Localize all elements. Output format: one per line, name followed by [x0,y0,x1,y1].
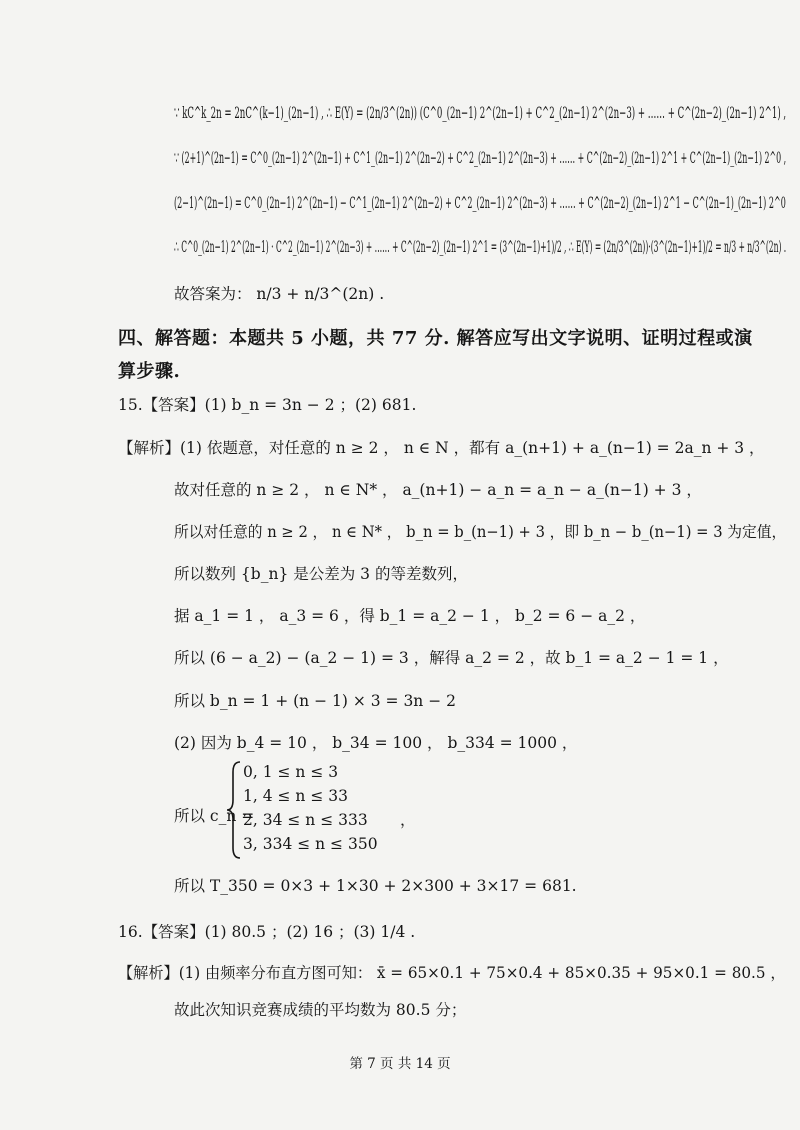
page-footer: 第 7 页 共 14 页 [349,1056,451,1072]
q15-analysis-8: (2) 因为 b_4 = 10 ， b_34 = 100 ， b_334 = 1000 ， [174,734,578,752]
formula-line-2: ∵ (2+1)^(2n−1) = C^0_(2n−1) 2^(2n−1) + C^1_(2n−1) 2^(2n−2) + C^2_(2n−1) 2^(2n−3) + …… + C^(2n−2)_(2n−1) 2^1 + C^(2n−1)_(2n−1) 2^0 , [174,149,787,167]
q15-analysis-7: 所以 b_n = 1 + (n − 1) × 3 = 3n − 2 [174,692,456,710]
case-row: 2, 34 ≤ n ≤ 333 [243,811,368,829]
case-row: 1, 4 ≤ n ≤ 33 [243,787,348,805]
case-row: 3, 334 ≤ n ≤ 350 [243,835,378,853]
q15-analysis-2: 故对任意的 n ≥ 2 ， n ∈ N* ， a_(n+1) − a_n = a_n − a_(n−1) + 3 ， [174,481,702,499]
q15-analysis-9: 所以 T_350 = 0×3 + 1×30 + 2×300 + 3×17 = 681. [174,877,577,895]
q16-answer: 16.【答案】(1) 80.5 ；(2) 16 ；(3) 1/4 . [118,923,416,941]
q16-analysis-1: 【解析】(1) 由频率分布直方图可知： x̄ = 65×0.1 + 75×0.4 + 85×0.35 + 95×0.1 = 80.5 ， [118,964,786,982]
section-heading-line-1: 四、解答题：本题共 5 小题，共 77 分. 解答应写出文字说明、证明过程或演 [118,328,753,349]
q15-analysis-5: 据 a_1 = 1 ， a_3 = 6 ，得 b_1 = a_2 − 1 ， b_2 = 6 − a_2 ， [174,607,646,625]
cases-label: 所以 c_n = [174,807,255,825]
q15-analysis-4: 所以数列 {b_n} 是公差为 3 的等差数列， [174,565,468,583]
q16-analysis-2: 故此次知识竞赛成绩的平均数为 80.5 分； [174,1001,467,1019]
formula-line-4: ∴ C^0_(2n−1) 2^(2n−1) · C^2_(2n−1) 2^(2n−3) + …… + C^(2n−2)_(2n−1) 2^1 = (3^(2n−1)+1)/2 , ∴ E(Y) = (2n/3^(2n))·(3^(2n−1)+1)/2 = n/3 + n/3^(2n) . [174,238,787,256]
formula-line-1: ∵ kC^k_2n = 2nC^(k−1)_(2n−1) , ∴ E(Y) = (2n/3^(2n)) (C^0_(2n−1) 2^(2n−1) + C^2_(2n−1) 2^(2n−3) + …… + C^(2n−2)_(2n−1) 2^1) , [174,104,787,122]
left-brace-icon [226,760,242,860]
cases-end-punctuation: ， [400,811,416,829]
q15-analysis-3: 所以对任意的 n ≥ 2 ， n ∈ N* ， b_n = b_(n−1) + 3 ，即 b_n − b_(n−1) = 3 为定值， [174,523,787,541]
q15-analysis-6: 所以 (6 − a_2) − (a_2 − 1) = 3 ，解得 a_2 = 2 ，故 b_1 = a_2 − 1 = 1 ， [174,649,729,667]
case-row: 0, 1 ≤ n ≤ 3 [243,763,339,781]
q15-analysis-1: 【解析】(1) 依题意，对任意的 n ≥ 2 ， n ∈ N ，都有 a_(n+1) + a_(n−1) = 2a_n + 3 ， [118,439,765,457]
answer-line: 故答案为： n/3 + n/3^(2n) . [174,285,385,303]
q15-answer: 15.【答案】(1) b_n = 3n − 2 ；(2) 681. [118,396,417,414]
formula-line-3: (2−1)^(2n−1) = C^0_(2n−1) 2^(2n−1) − C^1_(2n−1) 2^(2n−2) + C^2_(2n−1) 2^(2n−3) + …… + C^(2n−2)_(2n−1) 2^1 − C^(2n−1)_(2n−1) 2^0 [174,194,786,212]
section-heading-line-2: 算步骤. [118,361,181,382]
